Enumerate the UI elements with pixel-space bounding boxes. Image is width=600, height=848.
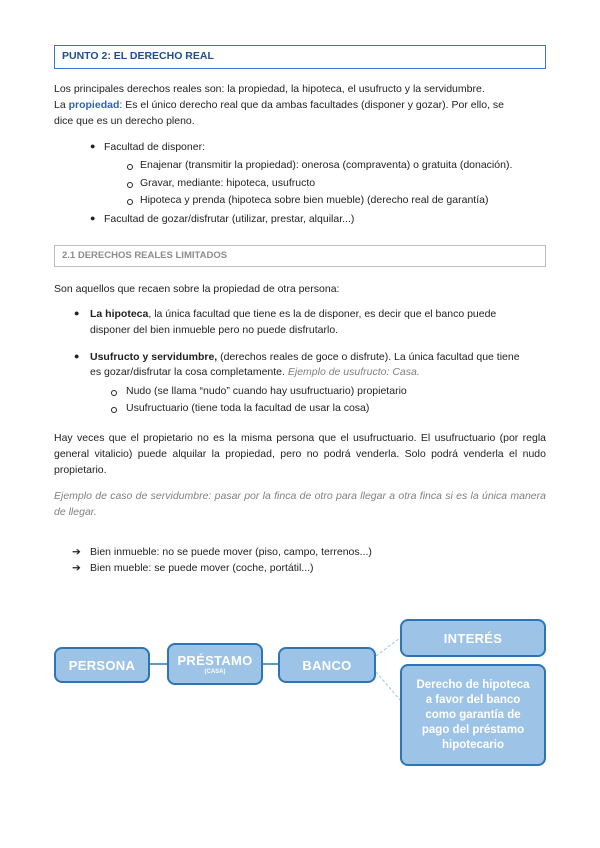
- facultad-disponer: Facultad de disponer:: [104, 141, 205, 153]
- usufructo-text-2: es gozar/disfrutar la cosa completamente.: [90, 366, 285, 378]
- intro-prefix: La: [54, 99, 69, 111]
- usufructo-term: Usufructo y servidumbre,: [90, 351, 218, 363]
- list-item: Enajenar (transmitir la propiedad): onerosa (compraventa) o gratuita (donación).: [140, 159, 513, 171]
- banco-box: [278, 647, 376, 683]
- list-item: Hipoteca y prenda (hipoteca sobre bien mueble) (derecho real de garantía): [140, 194, 489, 206]
- arrow-item: Bien mueble: se puede mover (coche, portátil...): [90, 562, 314, 574]
- list-item: Gravar, mediante: hipoteca, usufructo: [140, 177, 316, 189]
- prestamo-box: [167, 643, 263, 685]
- servidumbre-example: Ejemplo de caso de servidumbre: pasar por la finca de otro para llegar a otra finca si es la única manera de llegar.: [54, 490, 546, 518]
- propiedad-term: propiedad: [68, 99, 120, 111]
- derecho-hipoteca-box: [400, 664, 546, 766]
- derecho-hipoteca-label: Derecho de hipoteca a favor del banco como garantía de pago del préstamo hipotecario: [416, 678, 530, 751]
- arrow-icon: ➔: [72, 562, 81, 574]
- connector-line: [376, 638, 400, 656]
- intro-line-1: Los principales derechos reales son: la propiedad, la hipoteca, el usufructo y la servidumbre.: [54, 83, 485, 95]
- banco-label: BANCO: [302, 657, 352, 673]
- bullet-icon: ●: [74, 351, 80, 361]
- hipoteca-line-2: disponer del bien inmueble pero no puede disfrutarlo.: [90, 324, 339, 336]
- prestamo-label: PRÉSTAMO: [177, 653, 253, 668]
- subsection-heading-text: 2.1 DERECHOS REALES LIMITADOS: [62, 250, 228, 261]
- usufructo-example: Ejemplo de usufructo: Casa.: [287, 366, 420, 378]
- persona-box: [54, 647, 150, 683]
- intro-line-3: dice que es un derecho pleno.: [54, 115, 195, 127]
- arrow-icon: ➔: [72, 546, 81, 558]
- usufructuario-paragraph: Hay veces que el propietario no es la misma persona que el usufructuario. El usufructuario (por regla general vitalicio) puede alquilar la propiedad, pero no podrá venderla. Solo podrá venderla el nudo propietario.: [54, 432, 546, 476]
- intro-rest: : Es el único derecho real que da ambas facultades (disponer y gozar). Por ello, se: [119, 99, 505, 111]
- bullet-icon: ●: [90, 213, 96, 223]
- list-item: Nudo (se llama “nudo” cuando hay usufructuario) propietario: [126, 385, 407, 397]
- interes-box: [400, 619, 546, 657]
- hipoteca-text: , la única facultad que tiene es la de disponer, es decir que el banco puede: [148, 308, 497, 320]
- facultad-gozar: Facultad de gozar/disfrutar (utilizar, prestar, alquilar...): [104, 213, 355, 225]
- bullet-icon: ●: [74, 308, 80, 318]
- bullet-icon: ●: [90, 141, 96, 151]
- usufructo-text: (derechos reales de goce o disfrute). La única facultad que tiene: [217, 351, 520, 363]
- section-heading-text: PUNTO 2: EL DERECHO REAL: [62, 50, 214, 62]
- connector-line: [376, 672, 400, 700]
- hipoteca-term: La hipoteca: [90, 308, 149, 320]
- interes-label: INTERÉS: [443, 630, 503, 646]
- persona-label: PERSONA: [68, 657, 136, 673]
- prestamo-sub-label: (CASA): [204, 669, 226, 675]
- limitados-intro: Son aquellos que recaen sobre la propiedad de otra persona:: [54, 283, 340, 295]
- list-item: Usufructuario (tiene toda la facultad de usar la cosa): [126, 402, 370, 414]
- arrow-item: Bien inmueble: no se puede mover (piso, campo, terrenos...): [90, 546, 372, 558]
